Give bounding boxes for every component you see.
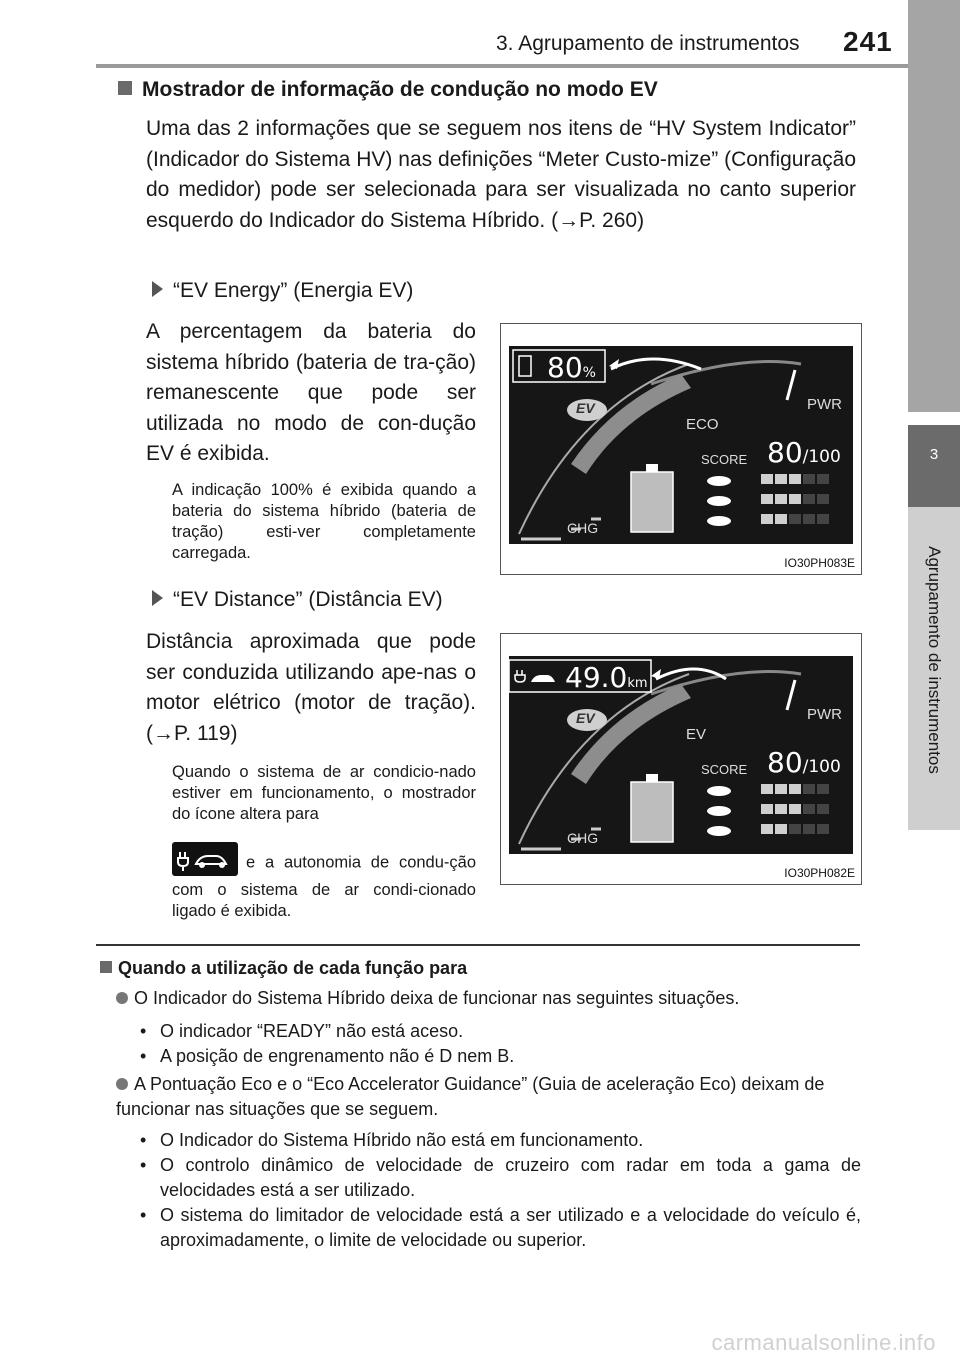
ev-energy-paragraph: A percentagem da bateria do sistema híbrido (bateria de tra-ção) remanescente que pode ser utilizada no modo de con-dução EV é exibida.	[146, 320, 476, 465]
note-b-text: e a autonomia de condu-ção com o sistema de ar condi-cionado ligado é exibida.	[172, 853, 476, 920]
list-item: • O controlo dinâmico de velocidade de cruzeiro com radar em toda a gama de velocidades está a ser utilizado.	[134, 1153, 861, 1203]
ev-energy-unit: %	[582, 365, 596, 381]
subheading-ev-energy	[152, 279, 413, 303]
square-bullet-icon	[100, 961, 112, 973]
ev-distance-note-a: Quando o sistema de ar condicio-nado estiver em funcionamento, o mostrador do ícone altera para	[172, 763, 476, 823]
figure-ev-energy	[500, 323, 862, 575]
mode-label: ECO	[686, 416, 719, 433]
intro-paragraph: Uma das 2 informações que se seguem nos itens de “HV System Indicator” (Indicador do Sistema HV) nas definições “Meter Custo-mize” (Configuração do medidor) pode ser selecionada para ser visualizada no canto superior esquerdo do Indicador do Sistema Híbrido. (→P. 260)	[146, 117, 856, 232]
score-value: 80/100	[767, 436, 841, 469]
circle-bullet-icon	[116, 1078, 128, 1090]
ev-energy-note: A indicação 100% é exibida quando a bateria do sistema híbrido (bateria de tração) esti-ver completamente carregada.	[172, 481, 476, 562]
pwr-label: PWR	[807, 396, 842, 413]
subheading-text: “EV Distance” (Distância EV)	[173, 588, 443, 611]
score-label: SCORE	[701, 452, 748, 467]
section-heading	[118, 78, 658, 102]
page-number: 241	[843, 26, 893, 57]
list-item: • O indicador “READY” não está aceso.	[134, 1019, 861, 1044]
side-tab-number: 3	[908, 425, 960, 507]
chapter-title: 3. Agrupamento de instrumentos	[496, 32, 800, 55]
side-tab-top	[908, 0, 960, 412]
list-item: • O Indicador do Sistema Híbrido não está em funcionamento.	[134, 1128, 861, 1153]
list-item: • A posição de engrenamento não é D nem B.	[134, 1044, 861, 1069]
ac-ev-distance-icon	[172, 842, 238, 876]
triangle-bullet-icon	[152, 281, 163, 297]
bullet-2	[116, 1072, 861, 1122]
chg-label: CHG	[567, 830, 599, 846]
ev-badge: EV	[576, 400, 595, 416]
ev-energy-value: 80%	[547, 351, 596, 384]
chg-label: CHG	[567, 520, 599, 536]
score-max: /100	[802, 757, 841, 777]
ev-distance-value: 49.0km	[565, 661, 648, 694]
ev-badge: EV	[576, 710, 595, 726]
list-2	[134, 1128, 861, 1253]
mode-label: EV	[686, 726, 707, 743]
side-tab-label: Agrupamento de instrumentos	[925, 546, 944, 774]
score-grid	[761, 474, 829, 524]
bullet-1	[116, 986, 861, 1011]
section2-heading	[100, 958, 467, 979]
subheading-text: “EV Energy” (Energia EV)	[173, 279, 414, 302]
section-divider	[96, 944, 860, 946]
score-label: SCORE	[701, 762, 748, 777]
bullet-2-text: A Pontuação Eco e o “Eco Accelerator Guidance” (Guia de aceleração Eco) deixam de funcionar nas situações que se seguem.	[116, 1074, 825, 1119]
list-1	[134, 1019, 861, 1069]
ev-distance-note-b	[172, 846, 476, 922]
header-rule	[96, 64, 910, 68]
square-bullet-icon	[118, 81, 132, 95]
score-grid	[761, 784, 829, 834]
subheading-ev-distance	[152, 588, 443, 612]
section-heading-text: Mostrador de informação de condução no modo EV	[142, 78, 658, 101]
ev-distance-unit: km	[627, 676, 648, 691]
list-item: • O sistema do limitador de velocidade está a ser utilizado e a velocidade do veículo é, aproximadamente, o limite de velocidade ou superior.	[134, 1203, 861, 1253]
score-value: 80/100	[767, 746, 841, 779]
triangle-bullet-icon	[152, 590, 163, 606]
watermark: carmanualsonline.info	[711, 1330, 936, 1355]
figure-ev-distance	[500, 633, 862, 885]
figure-code: IO30PH082E	[784, 866, 855, 880]
score-max: /100	[802, 447, 841, 467]
ev-distance-paragraph: Distância aproximada que pode ser conduzida utilizando ape-nas o motor elétrico (motor de tração). (→P. 119)	[146, 630, 476, 745]
section2-heading-text: Quando a utilização de cada função para	[118, 958, 468, 978]
bullet-1-text: O Indicador do Sistema Híbrido deixa de funcionar nas seguintes situações.	[134, 988, 740, 1008]
circle-bullet-icon	[116, 992, 128, 1004]
pwr-label: PWR	[807, 706, 842, 723]
figure-code: IO30PH083E	[784, 556, 855, 570]
